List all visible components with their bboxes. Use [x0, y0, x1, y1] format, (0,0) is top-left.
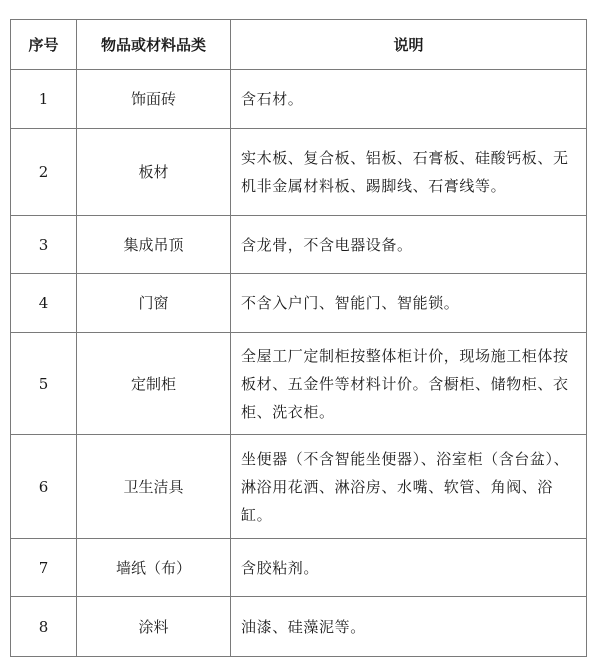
row-description: 含龙骨，不含电器设备。	[231, 216, 587, 274]
table-row	[11, 333, 587, 435]
row-number: 4	[11, 274, 77, 333]
row-number: 7	[11, 539, 77, 597]
row-description: 全屋工厂定制柜按整体柜计价，现场施工柜体按板材、五金件等材料计价。含橱柜、储物柜、衣柜、洗衣柜。	[231, 333, 587, 435]
row-number: 5	[11, 333, 77, 435]
row-category: 涂料	[77, 597, 231, 657]
table-row	[11, 274, 587, 333]
row-description: 含石材。	[231, 70, 587, 129]
row-number: 6	[11, 435, 77, 539]
materials-table	[10, 19, 587, 657]
row-category: 卫生洁具	[77, 435, 231, 539]
header-no: 序号	[11, 20, 77, 70]
table-row	[11, 435, 587, 539]
header-description: 说明	[231, 20, 587, 70]
row-category: 定制柜	[77, 333, 231, 435]
row-category: 板材	[77, 129, 231, 216]
row-category: 集成吊顶	[77, 216, 231, 274]
row-number: 2	[11, 129, 77, 216]
row-number: 3	[11, 216, 77, 274]
table-row	[11, 539, 587, 597]
row-description: 油漆、硅藻泥等。	[231, 597, 587, 657]
table-row	[11, 597, 587, 657]
header-category: 物品或材料品类	[77, 20, 231, 70]
table-header-row	[11, 20, 587, 70]
table-row	[11, 129, 587, 216]
row-category: 饰面砖	[77, 70, 231, 129]
row-category: 墙纸（布）	[77, 539, 231, 597]
row-description: 含胶粘剂。	[231, 539, 587, 597]
row-category: 门窗	[77, 274, 231, 333]
table-row	[11, 216, 587, 274]
row-description: 不含入户门、智能门、智能锁。	[231, 274, 587, 333]
row-description: 坐便器（不含智能坐便器）、浴室柜（含台盆）、淋浴用花洒、淋浴房、水嘴、软管、角阀、浴缸。	[231, 435, 587, 539]
row-number: 8	[11, 597, 77, 657]
row-description: 实木板、复合板、铝板、石膏板、硅酸钙板、无机非金属材料板、踢脚线、石膏线等。	[231, 129, 587, 216]
table-row	[11, 70, 587, 129]
row-number: 1	[11, 70, 77, 129]
